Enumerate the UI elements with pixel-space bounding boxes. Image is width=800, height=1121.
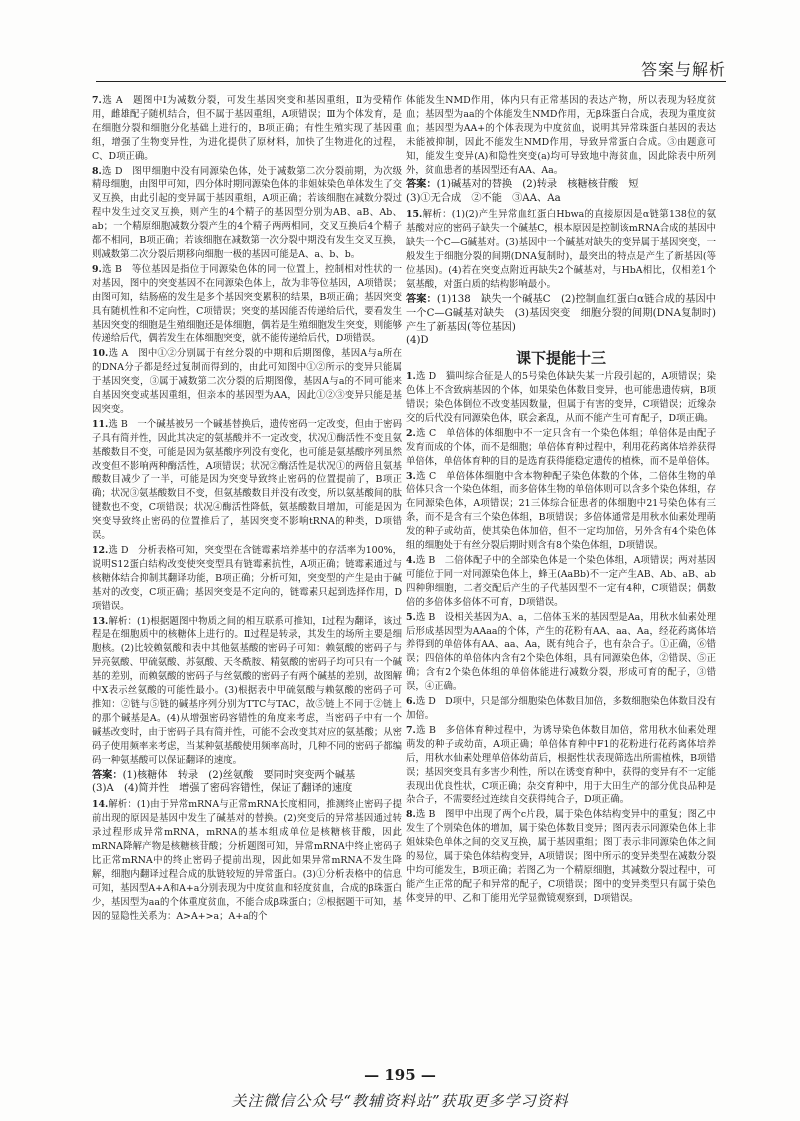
explanation-text: 选 B 二倍体配子中的全部染色体是一个染色体组，A项错误；两对基因可能位于同一对同源染色体上，蜂王(AaBb)不一定产生AB、Ab、aB、ab四种卵细胞，二者交配后产生的子代基因型不一定有4种，C项错误；偶数倍的多倍体多倍体不可育，D项错误。 <box>406 555 716 608</box>
explanation-text: 选 C 单倍体体细胞中含本物种配子染色体数的个体，二倍体生物的单倍体只含一个染色体组，而多倍体生物的单倍体则可以含多个染色体组，存在同源染色体，A项错误；21三体综合征患者的体细胞中21号染色体有三条，而不是含有三个染色体组，B项错误；多倍体通常是用秋水仙素处理萌发的种子或幼苗，使其染色体加倍，但不一定均加倍，另外含有4个染色体组的细胞处于有丝分裂后期时则含有8个染色体组，D项错误。 <box>406 470 716 552</box>
question-entry <box>406 94 716 177</box>
explanation-text: 选 B 设相关基因为A、a，二倍体玉米的基因型是Aa，用秋水仙素处理后形成基因型为AAaa的个体，产生的花粉有AA、aa、Aa，经花药离体培养得到的单倍体有AA、aa、Aa，既有纯合子，也有杂合子。①正确，⑥错误；四倍体的单倍体内含有2个染色体组，具有同源染色体，②错误、⑤正确；含有2个染色体组的单倍体能进行减数分裂，形成可育的配子，③错误，④正确。 <box>406 611 716 693</box>
question-entry <box>406 611 716 694</box>
question-entry <box>406 695 716 723</box>
explanation-text: 选 D D项中，只是部分细胞染色体数目加倍，多数细胞染色体数目没有加倍。 <box>406 696 716 721</box>
question-number: 10. <box>92 348 109 360</box>
question-entry <box>406 554 716 610</box>
question-entry <box>406 470 716 553</box>
question-number: 13. <box>92 615 109 627</box>
explanation-text: 选 D 分析表格可知，突变型在含链霉素培养基中的存活率为100%，说明S12蛋白结构改变使突变型具有链霉素抗性，A项正确；链霉素通过与核糖体结合抑制其翻译功能，B项正确；分析可知，突变型的产生是由于碱基对的改变，C项正确；基因突变是不定向的，链霉素只起到选择作用，D项错误。 <box>92 545 402 612</box>
question-number: 12. <box>92 545 109 556</box>
explanation-text: 选 D 猫叫综合征是人的5号染色体缺失某一片段引起的，A项错误；染色体上不含致病基因的个体，如果染色体数目变异，也可能患遗传病，B项错误；染色体倒位不改变基因数量，但属于有害的变异，C项错误；近缘杂交的后代没有同源染色体，联会紊乱，从而不能产生可育配子，D项正确。 <box>406 371 716 424</box>
explanation-text: 选 A 图中①②分别属于有丝分裂的中期和后期图像，基因A与a所在的DNA分子都是经过复制而得到的，由此可知图中①②所示的变异只能属于基因突变，③属于减数第二次分裂的后期图像，基因A与a的不同可能来自基因突变或基因重组，但亲本的基因型为AA，因此①②③变异只能是基因突变。 <box>92 348 402 415</box>
explanation-text: 选 C 单倍体的体细胞中不一定只含有一个染色体组；单倍体是由配子发育而成的个体，而不是细胞；单倍体育种过程中，利用花药离体培养获得单倍体，单倍体育种的目的是选育获得能稳定遗传的植株，而不是单倍体。 <box>406 427 716 467</box>
explanation-text: 选 B 一个碱基被另一个碱基替换后，遗传密码一定改变，但由于密码子具有简并性，因此其决定的氨基酸并不一定改变，状况①酶活性不变且氨基酸数目不变，可能是因为氨基酸序列没有变化，也可能是氨基酸序列虽然改变但不影响两种酶活性，A项错误；状况②酶活性是状况①的两倍且氨基酸数目减少了一半，可能是因为突变导致终止密码的位置提前了，B项正确；状况③氨基酸数目不变，但氨基酸数目并没有改变，所以氨基酸间的肽键数也不变，C项错误；状况④酶活性降低，氨基酸数目增加，可能是因为突变导致终止密码的位置推后了，基因突变不影响tRNA的种类，D项错误。 <box>92 418 402 542</box>
section-title: 课下提能十三 <box>515 349 606 368</box>
header-title: 答案与解析 <box>640 60 726 79</box>
explanation-text: 选 B 等位基因是指位于同源染色体的同一位置上，控制相对性状的一对基因，图中的突变基因不在同源染色体上，故为非等位基因，A项错误；由图可知，结肠癌的发生是多个基因突变累积的结果，B项正确；基因突变具有随机性和不定向性，C项错误；突变的基因能否传递给后代，要看发生基因突变的细胞是生殖细胞还是体细胞，偶若是生殖细胞发生突变，则能够传递给后代，偶若发生在体细胞突变，就不能传递给后代，D项错误。 <box>92 263 402 345</box>
explanation-text: 选 D 图甲细胞中没有同源染色体，处于减数第二次分裂前期，为次级精母细胞，由图甲可知，四分体时期同源染色体的非姐妹染色单体发生了交叉互换，由此引起的变异属于基因重组，A项正确；若该细胞在减数分裂过程中发生过交叉互换，则产生的4个精子的基因型分别为AB、aB、Ab、ab；一个精原细胞减数分裂产生的4个精子两两相同，交叉互换后4个精子都不相同，B项正确；若该细胞在减数第一次分裂中期没有发生交叉互换，则减数第二次分裂后期移向细胞一极的基因可能是A、a、b、b。 <box>92 165 402 260</box>
page-number: — 195 — <box>364 1066 436 1084</box>
question-number: 9. <box>92 263 102 275</box>
explanation-text: 选 A 题图中Ⅰ为减数分裂，可发生基因突变和基因重组，Ⅱ为受精作用，雌雄配子随机结合，但不属于基因重组，A项错误；Ⅲ为个体发育，是在细胞分裂和细胞分化基础上进行的，B项正确；有性生殖实现了基因重组，增强了生物变异性，为进化提供了原材料，加快了生物进化的过程，C、D项正确。 <box>92 95 402 162</box>
question-number: 14. <box>92 799 109 811</box>
question-number: 3. <box>406 470 416 482</box>
question-entry <box>406 724 716 807</box>
question-entry <box>92 615 402 768</box>
question-number: 1. <box>406 371 416 383</box>
question-number: 6. <box>406 696 416 708</box>
explanation-text: 选 B 多倍体育种过程中，为诱导染色体数目加倍，常用秋水仙素处理萌发的种子或幼苗，A项正确；单倍体育种中F1的花粉进行花药离体培养后，用秋水仙素处理单倍体幼苗后，根据性状表现筛选出所需植株，B项错误；基因突变具有多害少利性，所以在诱变育种中，获得的变异有不一定能表现出优良性状，C项正确；杂交育种中，用于大田生产的部分优良品种是杂合子，不需要经过连续自交获得纯合子，D项正确。 <box>406 724 716 806</box>
answer-text: (1)138 缺失一个碱基C (2)控制血红蛋白α链合成的基因中一个C—G碱基对缺失 (3)基因突变 细胞分裂的间期(DNA复制时) 产生了新基因(等位基因) (4)D <box>406 293 716 347</box>
explanation-text: 解析：(1)根据题图中物质之间的相互联系可推知，Ⅰ过程为翻译，该过程是在细胞质中的核糖体上进行的。Ⅱ过程是转录，其发生的场所主要是细胞核。(2)比较赖氨酸和表中其他氨基酸的密码子可知：赖氨酸的密码子与异亮氨酸、甲硫氨酸、苏氨酸、天冬酰胺、精氨酸的密码子均可只有一个碱基的差别，而赖氨酸的密码子与丝氨酸的密码子有两个碱基的差别，故图解中X表示丝氨酸的可能性最小。(3)根据表中甲硫氨酸与赖氨酸的密码子可推知：②链与⑤链的碱基序列分别为TTC与TAC，故⑤链上不同于②链上的那个碱基是A。(4)从增强密码容错性的角度来考虑，当密码子中有一个碱基改变时，由于密码子具有简并性，可能不会改变其对应的氨基酸；从密码子使用频率来考虑，当某种氨基酸使用频率高时，几种不同的密码子都编码一种氨基酸可以保证翻译的速度。 <box>92 615 402 766</box>
question-entry <box>92 798 402 923</box>
question-number: 15. <box>406 209 423 221</box>
explanation-text: 解析：(1)由于异常mRNA与正常mRNA长度相同，推测终止密码子提前出现的原因是基因中发生了碱基对的替换。(2)突变后的异常基因通过转录过程形成异常mRNA，mRNA的基本组成单位是核糖核苷酸，因此mRNA降解产物是核糖核苷酸；分析题图可知，异常mRNA中终止密码子比正常mRNA中的终止密码子提前出现，因此如果异常mRNA不发生降解，细胞内翻译过程合成的肽链较短的异常蛋白。(3)①分析表格中的信息可知，基因型A+A和A+a分别表现为中度贫血和轻度贫血，合成的β珠蛋白少，基因型为aa的个体重度贫血，不能合成β珠蛋白；②根据题干可知，基因的显隐性关系为：A>A+>a；A+a的个 <box>92 799 402 922</box>
explanation-text: 选 B 图甲中出现了两个c片段，属于染色体结构变异中的重复；图乙中发生了个别染色体的增加，属于染色体数目变异；图丙表示同源染色体上非姐妹染色单体之间的交叉互换，属于基因重组；图丁表示非同源染色体之间的易位，属于染色体结构变异，A项错误；图中所示的变异类型在减数分裂中均可能发生，B项正确；若图乙为一个精原细胞，其减数分裂过程中，可能产生正常的配子和异常的配子，C项错误；图中的变异类型只有属于染色体变异的甲、乙和丁能用光学显微镜观察到，D项错误。 <box>406 809 716 904</box>
question-number: 7. <box>406 724 416 736</box>
left-column <box>92 94 402 1064</box>
question-number: 2. <box>406 427 416 439</box>
explanation-text: 解析：(1)(2)产生异常血红蛋白Hbwa的直接原因是α链第138位的氨基酸对应的密码子缺失一个碱基C，根本原因是控制该mRNA合成的基因中缺失一个C—G碱基对。(3)基因中一个碱基对缺失的变异属于基因突变，一般发生于细胞分裂的间期(DNA复制时)，最突出的特点是产生了新基因(等位基因)。(4)若在突变点附近再缺失2个碱基对，与HbA相比，仅相差1个氨基酸，对蛋白质的结构影响最小。 <box>406 209 716 290</box>
question-number: 8. <box>406 809 416 821</box>
answer-block: 答案：(1)138 缺失一个碱基C (2)控制血红蛋白α链合成的基因中一个C—G碱基对缺失 (3)基因突变 细胞分裂的间期(DNA复制时) 产生了新基因(等位基因) (4)D <box>406 293 716 349</box>
header-rule <box>96 81 726 82</box>
question-number: 4. <box>406 555 416 566</box>
question-number: 8. <box>92 165 102 177</box>
question-entry <box>92 94 402 164</box>
right-column <box>406 94 716 1064</box>
answer-block: 答案：(1)碱基对的替换 (2)转录 核糖核苷酸 短 (3)①无合成 ②不能 ③AA、Aa <box>406 178 639 205</box>
question-entry <box>92 347 402 417</box>
explanation-text: 体能发生NMD作用，体内只有正常基因的表达产物，所以表现为轻度贫血；基因型为aa的个体能发生NMD作用，无β珠蛋白合成，表现为重度贫血；基因型为AA+的个体表现为中度贫血，说明其异常珠蛋白基因的表达未能被抑制，因此不能发生NMD作用，导致异常蛋白合成。③由题意可知，能发生变异(A)和隐性突变(a)均可导致地中海贫血，因此除表中所列外，贫血患者的基因型还有AA、Aa。 <box>406 95 716 176</box>
question-entry <box>406 370 716 426</box>
question-entry <box>92 418 402 543</box>
page-header <box>96 57 726 79</box>
answer-text: (1)碱基对的替换 (2)转录 核糖核苷酸 短 (3)①无合成 ②不能 ③AA、Aa <box>406 179 639 205</box>
question-number: 5. <box>406 611 416 623</box>
question-entry <box>92 263 402 346</box>
answer-block: 答案：(1)核糖体 转录 (2)丝氨酸 要同时突变两个碱基 (3)A (4)简并性 增强了密码容错性，保证了翻译的速度 <box>92 768 356 795</box>
question-entry <box>406 427 716 469</box>
question-entry <box>406 808 716 905</box>
question-entry <box>406 208 716 291</box>
question-entry <box>92 165 402 262</box>
answer-text: (1)核糖体 转录 (2)丝氨酸 要同时突变两个碱基 (3)A (4)简并性 增强了密码容错性，保证了翻译的速度 <box>92 769 356 795</box>
footer-note: 关注微信公众号“教辅资料站”获取更多学习资料 <box>231 1092 569 1110</box>
question-number: 11. <box>92 418 109 430</box>
question-entry <box>92 544 402 614</box>
question-number: 7. <box>92 95 102 106</box>
